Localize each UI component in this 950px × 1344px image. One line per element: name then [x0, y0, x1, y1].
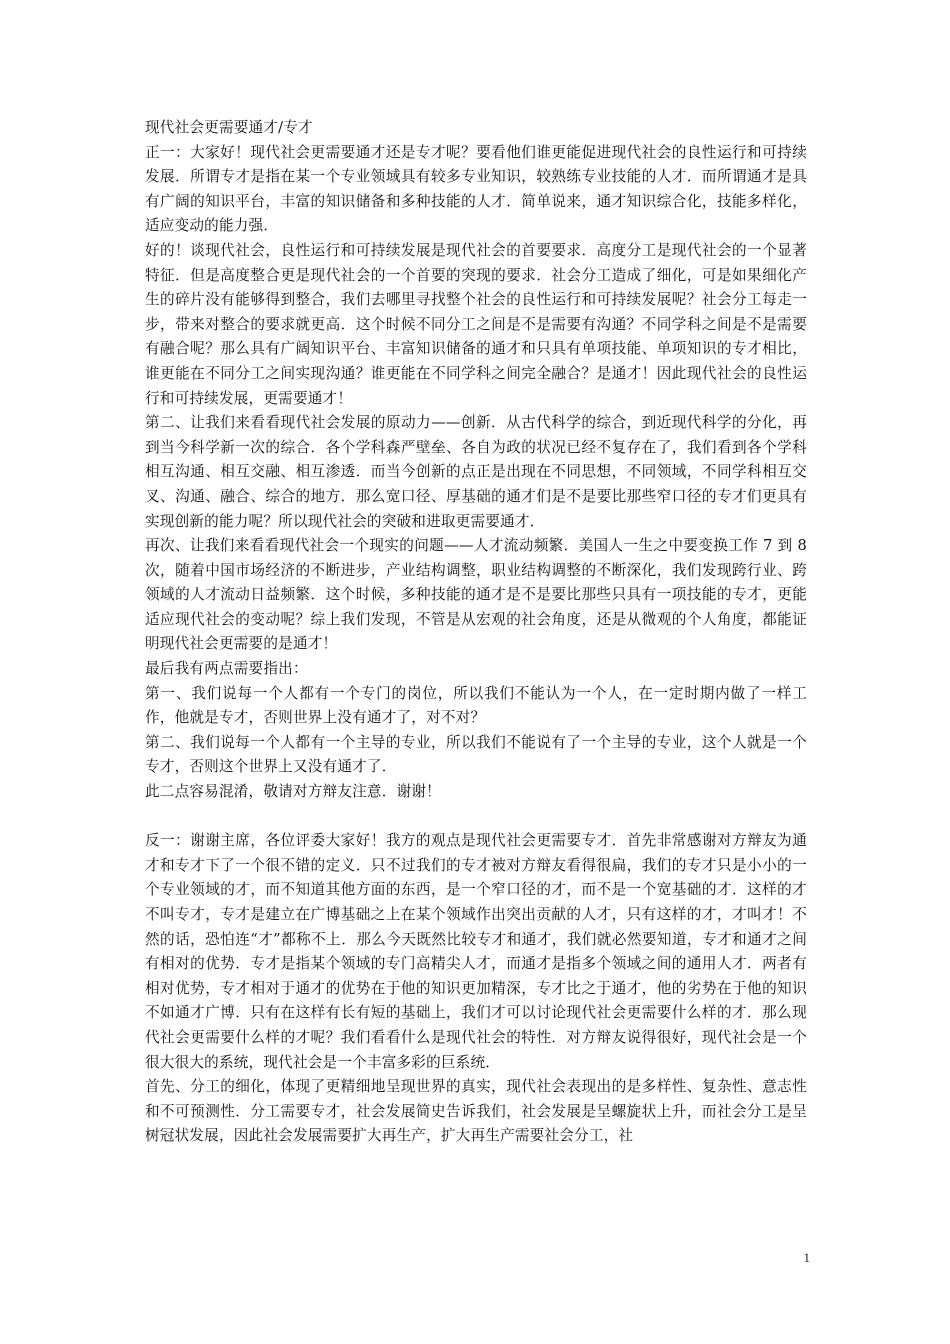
document-title: 现代社会更需要通才/专才	[145, 119, 313, 136]
document-body	[145, 116, 807, 1149]
paragraph: 反一：谢谢主席，各位评委大家好！我方的观点是现代社会更需要专才．首先非常感谢对方辩友为通才和专才下了一个很不错的定义．只不过我们的专才被对方辩友看得很扁，我们的专才只是小小的一个专业领域的才，而不知道其他方面的东西，是一个窄口径的才，而不是一个宽基础的才．这样的才不叫专才，专才是建立在广博基础之上在某个领域作出突出贡献的人才，只有这样的才，才叫才！不然的话，恐怕连“才”都称不上．那么今天既然比较专才和通才，我们就必然要知道，专才和通才之间有相对的优势．专才是指某个领域的专门高精尖人才，而通才是指多个领域之间的通用人才．两者有相对优势，专才相对于通才的优势在于他的知识更加精深，专才比之于通才，他的劣势在于他的知识不如通才广博．只有在这样有长有短的基础上，我们才可以讨论现代社会更需要什么样的才．那么现代社会更需要什么样的才呢？我们看看什么是现代社会的特性．对方辩友说得很好，现代社会是一个很大很大的系统，现代社会是一个丰富多彩的巨系统．	[145, 832, 807, 1071]
paragraph: 再次、让我们来看看现代社会一个现实的问题——人才流动频繁．美国人一生之中要变换工作 7 到 8 次，随着中国市场经济的不断进步，产业结构调整，职业结构调整的不断深化，我们发现跨行业、跨领域的人才流动日益频繁．这个时候，多种技能的通才是不是要比那些只具有一项技能的专才，更能适应现代社会的变动呢？综上我们发现，不管是从宏观的社会角度，还是从微观的个人角度，都能证明现代社会更需要的是通才！	[145, 537, 807, 653]
paragraph-spacer	[145, 805, 807, 830]
paragraph: 第二、让我们来看看现代社会发展的原动力——创新．从古代科学的综合，到近现代科学的分化，再到当今科学新一次的综合．各个学科森严壁垒、各自为政的状况已经不复存在了，我们看到各个学科相互沟通、相互交融、相互渗透．而当今创新的点正是出现在不同思想，不同领域，不同学科相互交叉、沟通、融合、综合的地方．那么宽口径、厚基础的通才们是不是要比那些窄口径的专才们更具有实现创新的能力呢？所以现代社会的突破和进取更需要通才．	[145, 414, 807, 530]
paragraph: 最后我有两点需要指出：	[145, 660, 308, 678]
page-number: 1	[803, 1250, 810, 1265]
paragraph: 首先、分工的细化，体现了更精细地呈现世界的真实，现代社会表现出的是多样性、复杂性、意志性和不可预测性．分工需要专才，社会发展简史告诉我们，社会发展是呈螺旋状上升，而社会分工是呈树冠状发展，因此社会发展需要扩大再生产，扩大再生产需要社会分工，社	[145, 1078, 807, 1145]
paragraph: 正一：大家好！现代社会更需要通才还是专才呢？要看他们谁更能促进现代社会的良性运行和可持续发展．所谓专才是指在某一个专业领域具有较多专业知识，较熟练专业技能的人才．而所谓通才是具有广阔的知识平台，丰富的知识储备和多种技能的人才．简单说来，通才知识综合化，技能多样化，适应变动的能力强．	[145, 143, 807, 235]
paragraph: 第一、我们说每一个人都有一个专门的岗位，所以我们不能认为一个人，在一定时期内做了一样工作，他就是专才，否则世界上没有通才了，对不对？	[145, 684, 807, 727]
paragraph: 此二点容易混淆，敬请对方辩友注意．谢谢！	[145, 783, 441, 801]
paragraph: 好的！谈现代社会，良性运行和可持续发展是现代社会的首要要求．高度分工是现代社会的一个显著特征．但是高度整合更是现代社会的一个首要的突现的要求．社会分工造成了细化，可是如果细化产生的碎片没有能够得到整合，我们去哪里寻找整个社会的良性运行和可持续发展呢？社会分工每走一步，带来对整合的要求就更高．这个时候不同分工之间是不是需要有沟通？不同学科之间是不是需要有融合呢？那么具有广阔知识平台、丰富知识储备的通才和只具有单项技能、单项知识的专才相比，谁更能在不同分工之间实现沟通？谁更能在不同学科之间完全融合？是通才！因此现代社会的良性运行和可持续发展，更需要通才！	[145, 241, 807, 407]
paragraph: 第二、我们说每一个人都有一个主导的专业，所以我们不能说有了一个主导的专业，这个人就是一个专才，否则这个世界上又没有通才了．	[145, 733, 807, 776]
